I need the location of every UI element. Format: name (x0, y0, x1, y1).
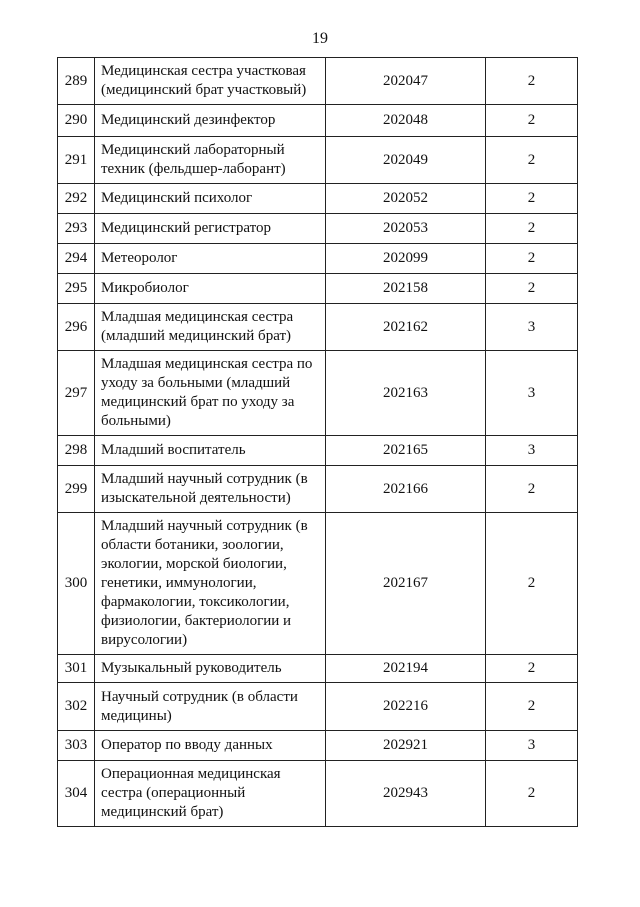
row-number: 300 (58, 513, 95, 655)
row-number: 298 (58, 436, 95, 466)
qualification-level: 2 (486, 513, 578, 655)
profession-code: 202162 (326, 304, 486, 351)
profession-code: 202048 (326, 105, 486, 137)
table-row (58, 683, 578, 731)
row-number: 293 (58, 214, 95, 244)
table-row (58, 244, 578, 274)
profession-code: 202216 (326, 683, 486, 731)
profession-title: Метеоролог (95, 244, 326, 274)
qualification-level: 2 (486, 214, 578, 244)
qualification-level: 2 (486, 137, 578, 184)
profession-code: 202158 (326, 274, 486, 304)
qualification-level: 2 (486, 58, 578, 105)
profession-code: 202165 (326, 436, 486, 466)
profession-title: Младший научный сотрудник (в области ботаники, зоологии, экологии, морской биологии, генетики, иммунологии, фармакологии, токсикологии, физиологии, бактериологии и вирусологии) (95, 513, 326, 655)
table-row (58, 513, 578, 655)
qualification-level: 2 (486, 683, 578, 731)
profession-code: 202099 (326, 244, 486, 274)
table-row (58, 466, 578, 513)
table-row (58, 761, 578, 827)
profession-code: 202167 (326, 513, 486, 655)
qualification-level: 3 (486, 351, 578, 436)
qualification-level: 3 (486, 304, 578, 351)
profession-code: 202921 (326, 731, 486, 761)
professions-table (57, 57, 578, 827)
row-number: 292 (58, 184, 95, 214)
profession-title: Младшая медицинская сестра по уходу за больными (младший медицинский брат по уходу за больными) (95, 351, 326, 436)
table-row (58, 351, 578, 436)
page-number: 19 (312, 30, 328, 47)
profession-title: Операционная медицинская сестра (операционный медицинский брат) (95, 761, 326, 827)
profession-title: Младшая медицинская сестра (младший медицинский брат) (95, 304, 326, 351)
row-number: 296 (58, 304, 95, 351)
qualification-level: 3 (486, 436, 578, 466)
profession-code: 202166 (326, 466, 486, 513)
qualification-level: 2 (486, 761, 578, 827)
table-row (58, 655, 578, 683)
row-number: 304 (58, 761, 95, 827)
profession-title: Микробиолог (95, 274, 326, 304)
table-row (58, 214, 578, 244)
table-row (58, 58, 578, 105)
profession-code: 202163 (326, 351, 486, 436)
table-row (58, 184, 578, 214)
profession-code: 202049 (326, 137, 486, 184)
row-number: 301 (58, 655, 95, 683)
profession-title: Медицинский дезинфектор (95, 105, 326, 137)
profession-title: Медицинский лабораторный техник (фельдшер-лаборант) (95, 137, 326, 184)
qualification-level: 2 (486, 274, 578, 304)
row-number: 291 (58, 137, 95, 184)
profession-code: 202047 (326, 58, 486, 105)
profession-title: Оператор по вводу данных (95, 731, 326, 761)
row-number: 289 (58, 58, 95, 105)
row-number: 302 (58, 683, 95, 731)
profession-code: 202053 (326, 214, 486, 244)
profession-code: 202194 (326, 655, 486, 683)
qualification-level: 2 (486, 105, 578, 137)
table-row (58, 436, 578, 466)
row-number: 295 (58, 274, 95, 304)
profession-title: Младший воспитатель (95, 436, 326, 466)
table-row (58, 274, 578, 304)
qualification-level: 3 (486, 731, 578, 761)
table-row (58, 137, 578, 184)
qualification-level: 2 (486, 244, 578, 274)
row-number: 297 (58, 351, 95, 436)
qualification-level: 2 (486, 184, 578, 214)
table-row (58, 731, 578, 761)
profession-title: Научный сотрудник (в области медицины) (95, 683, 326, 731)
profession-title: Медицинская сестра участковая (медицинский брат участковый) (95, 58, 326, 105)
profession-code: 202052 (326, 184, 486, 214)
row-number: 290 (58, 105, 95, 137)
row-number: 303 (58, 731, 95, 761)
profession-title: Музыкальный руководитель (95, 655, 326, 683)
profession-title: Медицинский психолог (95, 184, 326, 214)
table-row (58, 105, 578, 137)
table-row (58, 304, 578, 351)
qualification-level: 2 (486, 655, 578, 683)
profession-code: 202943 (326, 761, 486, 827)
row-number: 294 (58, 244, 95, 274)
row-number: 299 (58, 466, 95, 513)
profession-title: Младший научный сотрудник (в изыскательной деятельности) (95, 466, 326, 513)
profession-title: Медицинский регистратор (95, 214, 326, 244)
qualification-level: 2 (486, 466, 578, 513)
